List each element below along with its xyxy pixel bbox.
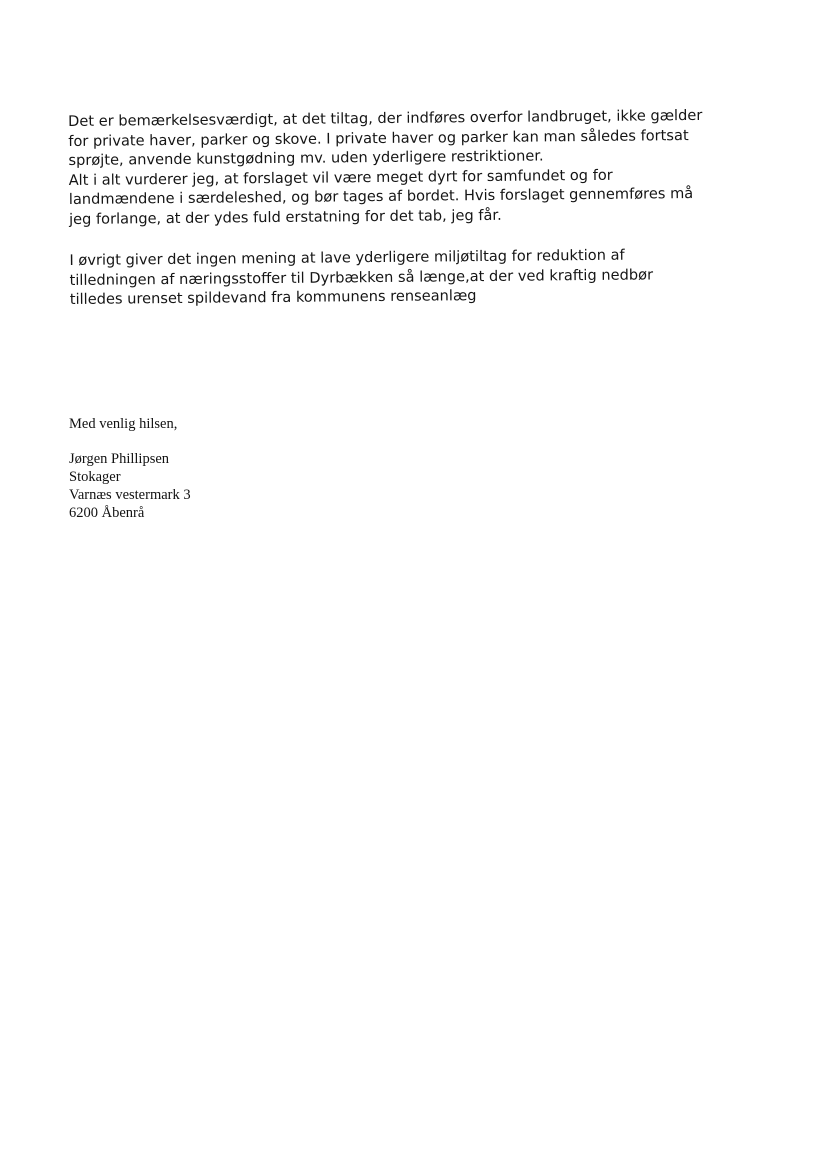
text-line: tilledes urenset spildevand fra kommunens renseanlæg — [69, 287, 477, 308]
text-line: Alt i alt vurderer jeg, at forslaget vil være meget dyrt for samfundet og for — [68, 166, 613, 189]
text-line: sprøjte, anvende kunstgødning mv. uden yderligere restriktioner. — [68, 147, 544, 169]
text-line: for private haver, parker og skove. I private haver og parker kan man således fortsat — [68, 126, 689, 150]
sender-city: 6200 Åbenrå — [69, 505, 145, 521]
text-line: jeg forlange, at der ydes fuld erstatning for det tab, jeg får. — [68, 206, 502, 228]
paragraph-cost-assessment — [69, 164, 770, 229]
sender-name: Jørgen Phillipsen — [69, 451, 170, 467]
text-line: landmændene i særdeleshed, og bør tages af bordet. Hvis forslaget gennemføres må — [68, 185, 694, 208]
text-line: tilledningen af næringsstoffer til Dyrbækken så længe,at der ved kraftig nedbør — [69, 265, 654, 289]
sender-street: Varnæs vestermark 3 — [69, 487, 191, 503]
letter-closing — [69, 415, 469, 522]
sender-farm: Stokager — [69, 469, 121, 485]
text-line: Det er bemærkelsesværdigt, at det tiltag, der indføres overfor landbruget, ikke gælder — [68, 106, 703, 130]
paragraph-farmland-measures — [68, 105, 769, 170]
closing-greeting: Med venlig hilsen, — [69, 416, 178, 432]
letter-body — [68, 105, 770, 309]
paragraph-wastewater — [69, 244, 770, 309]
text-line: I øvrigt giver det ingen mening at lave yderligere miljøtiltag for reduktion af — [69, 246, 625, 269]
